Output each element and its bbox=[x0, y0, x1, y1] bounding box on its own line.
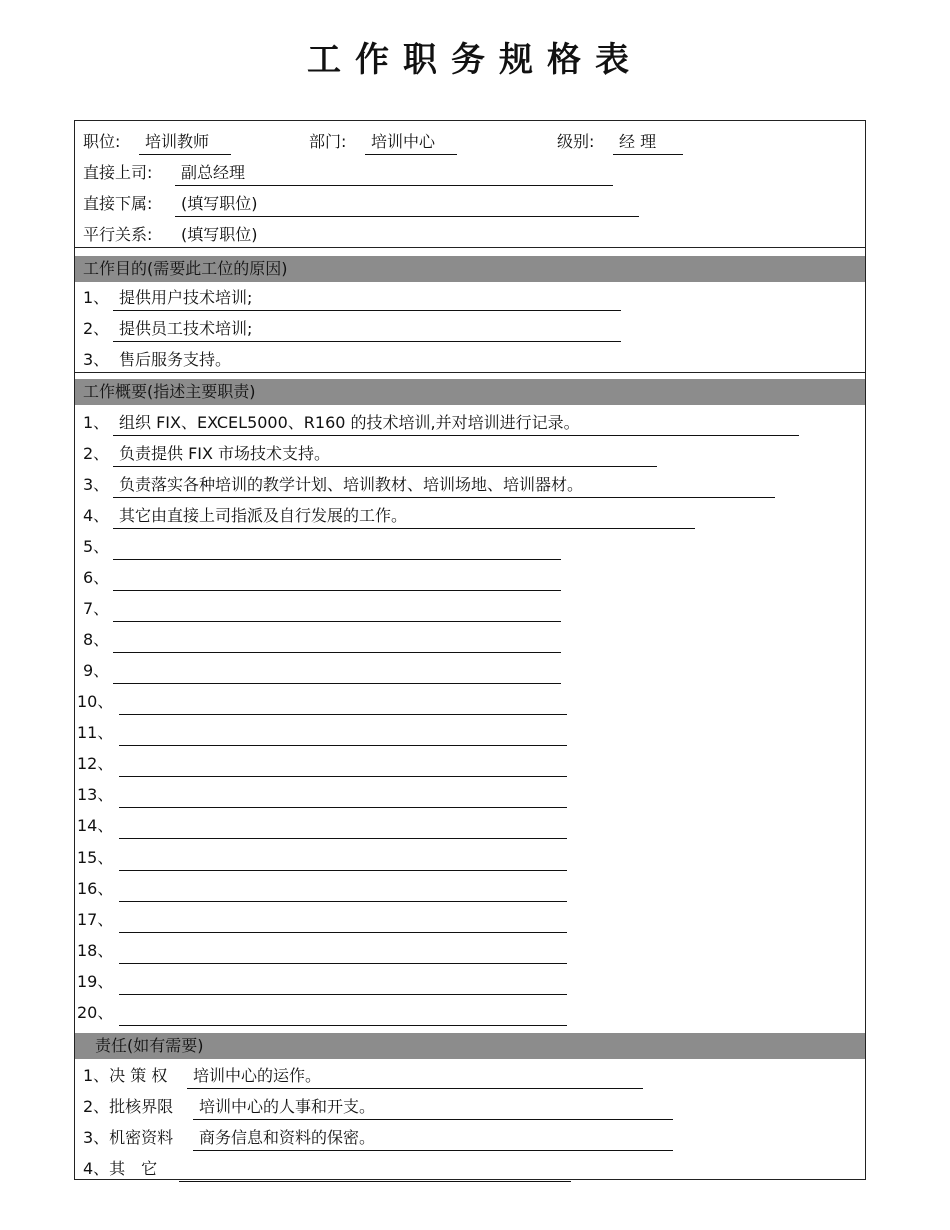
peer-field[interactable] bbox=[175, 223, 639, 248]
peer-value: (填写职位) bbox=[181, 225, 258, 244]
summary-item-num: 10、 bbox=[77, 692, 114, 711]
summary-item-num: 5、 bbox=[83, 537, 110, 556]
summary-item-num: 6、 bbox=[83, 568, 110, 587]
summary-item-text bbox=[119, 879, 125, 898]
purpose-item-num: 3、 bbox=[83, 350, 110, 369]
summary-item-text bbox=[113, 568, 119, 587]
level-field[interactable] bbox=[613, 130, 683, 155]
peer-label: 平行关系: bbox=[83, 225, 153, 244]
supervisor-field[interactable] bbox=[175, 161, 613, 186]
page-title: 工作职务规格表 bbox=[307, 40, 643, 80]
summary-item-field[interactable] bbox=[113, 566, 561, 591]
summary-item-num: 2、 bbox=[83, 444, 110, 463]
position-label: 职位: bbox=[83, 132, 121, 151]
summary-item-text: 负责落实各种培训的教学计划、培训教材、培训场地、培训器材。 bbox=[119, 475, 584, 494]
summary-item-text bbox=[113, 630, 119, 649]
summary-item-text bbox=[119, 941, 125, 960]
summary-item-text: 负责提供 FIX 市场技术支持。 bbox=[119, 444, 331, 463]
summary-item-field[interactable] bbox=[113, 597, 561, 622]
level-label: 级别: bbox=[557, 132, 595, 151]
summary-item-text bbox=[119, 910, 125, 929]
responsibility-item-label: 4、其 它 bbox=[83, 1159, 158, 1178]
summary-item-text bbox=[119, 754, 125, 773]
position-value: 培训教师 bbox=[145, 132, 210, 151]
job-spec-form bbox=[74, 120, 866, 1180]
summary-item-text bbox=[119, 1003, 125, 1022]
level-value: 经 理 bbox=[619, 132, 657, 151]
responsibility-heading-text: 责任(如有需要) bbox=[95, 1036, 204, 1055]
divider bbox=[75, 372, 865, 373]
summary-item-text bbox=[113, 537, 119, 556]
purpose-item-field[interactable] bbox=[113, 286, 621, 311]
responsibility-item-label: 3、机密资料 bbox=[83, 1128, 174, 1147]
dept-value: 培训中心 bbox=[371, 132, 436, 151]
summary-item-field[interactable] bbox=[113, 473, 775, 498]
subordinate-label: 直接下属: bbox=[83, 194, 153, 213]
summary-item-text bbox=[119, 816, 125, 835]
summary-item-field[interactable] bbox=[119, 690, 567, 715]
summary-item-field[interactable] bbox=[119, 1001, 567, 1026]
responsibility-item-text: 商务信息和资料的保密。 bbox=[199, 1128, 376, 1147]
purpose-item-num: 1、 bbox=[83, 288, 110, 307]
supervisor-label: 直接上司: bbox=[83, 163, 153, 182]
summary-item-num: 17、 bbox=[77, 910, 114, 929]
summary-item-num: 7、 bbox=[83, 599, 110, 618]
summary-item-field[interactable] bbox=[113, 628, 561, 653]
summary-item-field[interactable] bbox=[119, 846, 567, 871]
responsibility-item-text: 培训中心的人事和开支。 bbox=[199, 1097, 376, 1116]
purpose-heading bbox=[75, 256, 865, 282]
responsibility-heading bbox=[75, 1033, 865, 1059]
subordinate-field[interactable] bbox=[175, 192, 639, 217]
dept-label: 部门: bbox=[309, 132, 347, 151]
divider bbox=[75, 247, 865, 248]
summary-item-field[interactable] bbox=[113, 504, 695, 529]
responsibility-item-field[interactable] bbox=[193, 1126, 673, 1151]
responsibility-item-field[interactable] bbox=[187, 1064, 643, 1089]
summary-item-text bbox=[119, 785, 125, 804]
summary-item-text: 其它由直接上司指派及自行发展的工作。 bbox=[119, 506, 408, 525]
summary-item-field[interactable] bbox=[119, 721, 567, 746]
summary-item-num: 18、 bbox=[77, 941, 114, 960]
summary-item-text bbox=[119, 723, 125, 742]
summary-item-text bbox=[119, 972, 125, 991]
summary-item-num: 16、 bbox=[77, 879, 114, 898]
responsibility-item-label: 2、批核界限 bbox=[83, 1097, 174, 1116]
purpose-item-text: 售后服务支持。 bbox=[119, 350, 232, 369]
purpose-item-field[interactable] bbox=[113, 348, 607, 373]
responsibility-item-label: 1、决 策 权 bbox=[83, 1066, 168, 1085]
summary-item-text bbox=[113, 661, 119, 680]
summary-item-text: 组织 FIX、EXCEL5000、R160 的技术培训,并对培训进行记录。 bbox=[119, 413, 580, 432]
purpose-item-num: 2、 bbox=[83, 319, 110, 338]
summary-item-field[interactable] bbox=[119, 752, 567, 777]
summary-item-field[interactable] bbox=[113, 411, 799, 436]
supervisor-value: 副总经理 bbox=[181, 163, 246, 182]
responsibility-item-text bbox=[179, 1159, 185, 1178]
summary-item-num: 1、 bbox=[83, 413, 110, 432]
position-field[interactable] bbox=[139, 130, 231, 155]
summary-item-num: 3、 bbox=[83, 475, 110, 494]
summary-item-field[interactable] bbox=[119, 908, 567, 933]
summary-item-num: 19、 bbox=[77, 972, 114, 991]
summary-heading-text: 工作概要(指述主要职责) bbox=[83, 382, 256, 401]
summary-item-field[interactable] bbox=[113, 659, 561, 684]
summary-item-num: 14、 bbox=[77, 816, 114, 835]
summary-item-field[interactable] bbox=[113, 442, 657, 467]
summary-item-num: 12、 bbox=[77, 754, 114, 773]
summary-item-text bbox=[113, 599, 119, 618]
summary-item-text bbox=[119, 848, 125, 867]
summary-item-field[interactable] bbox=[119, 970, 567, 995]
summary-item-text bbox=[119, 692, 125, 711]
summary-item-num: 4、 bbox=[83, 506, 110, 525]
summary-item-num: 15、 bbox=[77, 848, 114, 867]
responsibility-item-text: 培训中心的运作。 bbox=[193, 1066, 322, 1085]
summary-item-num: 9、 bbox=[83, 661, 110, 680]
summary-heading bbox=[75, 379, 865, 405]
summary-item-field[interactable] bbox=[119, 814, 567, 839]
summary-item-num: 20、 bbox=[77, 1003, 114, 1022]
responsibility-item-field[interactable] bbox=[179, 1157, 571, 1182]
summary-item-field[interactable] bbox=[119, 877, 567, 902]
summary-item-num: 8、 bbox=[83, 630, 110, 649]
responsibility-item-field[interactable] bbox=[193, 1095, 673, 1120]
summary-item-field[interactable] bbox=[119, 783, 567, 808]
purpose-item-text: 提供员工技术培训; bbox=[119, 319, 253, 338]
summary-item-field[interactable] bbox=[119, 939, 567, 964]
purpose-heading-text: 工作目的(需要此工位的原因) bbox=[83, 259, 288, 278]
summary-item-num: 11、 bbox=[77, 723, 114, 742]
purpose-item-field[interactable] bbox=[113, 317, 621, 342]
summary-item-field[interactable] bbox=[113, 535, 561, 560]
dept-field[interactable] bbox=[365, 130, 457, 155]
summary-item-num: 13、 bbox=[77, 785, 114, 804]
subordinate-value: (填写职位) bbox=[181, 194, 258, 213]
purpose-item-text: 提供用户技术培训; bbox=[119, 288, 253, 307]
